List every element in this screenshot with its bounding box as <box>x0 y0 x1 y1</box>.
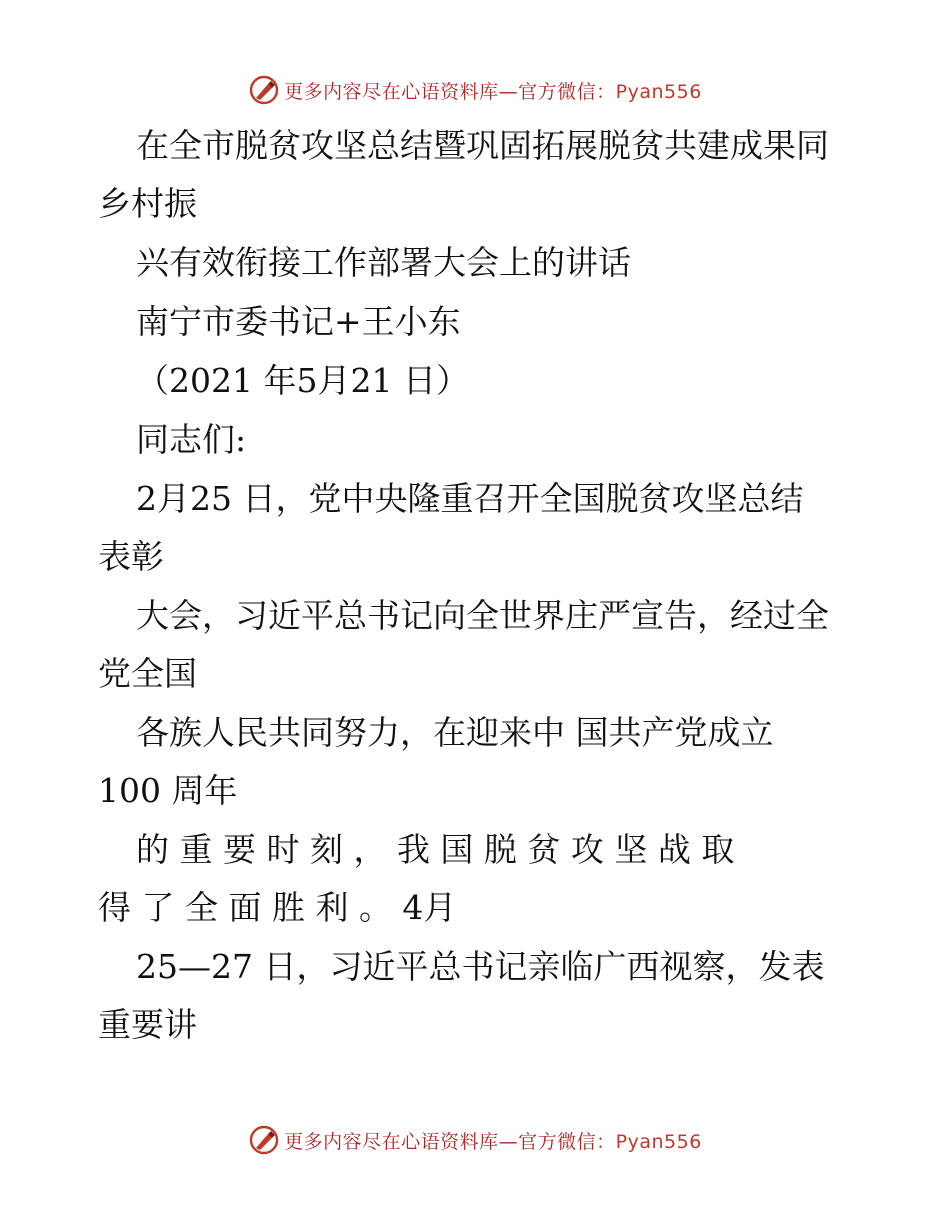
doc-line-title-3: 兴有效衔接工作部署大会上的讲话 <box>136 243 631 282</box>
doc-line-paragraph-5: 各族人民共同努力，在迎来中 国共产党成立 <box>136 713 774 752</box>
doc-line-paragraph-4: 党全国 <box>98 654 197 693</box>
doc-line-paragraph-8: 得 了 全 面 胜 利 。 4月 <box>98 888 457 927</box>
banner-wechat-id: Pyan556 <box>615 80 702 103</box>
banner-wechat-id: Pyan556 <box>615 1130 702 1153</box>
doc-line-date: （2021 年5月21 日） <box>136 361 469 400</box>
banner-site-text: 更多内容尽在心语资料库—官方微信： <box>284 1130 616 1153</box>
banner-text <box>284 1127 702 1154</box>
doc-line-title-1: 在全市脱贫攻坚总结暨巩固拓展脱贫共建成果同 <box>136 126 829 165</box>
doc-line-paragraph-10: 重要讲 <box>98 1005 197 1044</box>
doc-line-paragraph-9: 25—27 日，习近平总书记亲临广西视察，发表 <box>136 947 825 986</box>
doc-line-paragraph-1: 2月25 日，党中央隆重召开全国脱贫攻坚总结 <box>136 479 804 518</box>
footer-banner <box>0 1120 950 1160</box>
pen-logo-icon <box>248 74 280 106</box>
header-banner <box>0 70 950 110</box>
doc-line-title-2: 乡村振 <box>98 184 197 223</box>
doc-line-paragraph-7: 的 重 要 时 刻 ， 我 国 脱 贫 攻 坚 战 取 <box>136 830 735 869</box>
pen-logo-icon <box>248 1124 280 1156</box>
doc-line-paragraph-3: 大会，习近平总书记向全世界庄严宣告，经过全 <box>136 596 829 635</box>
doc-line-paragraph-2: 表彰 <box>98 537 164 576</box>
doc-line-paragraph-6: 100 周年 <box>98 771 238 810</box>
banner-text <box>284 77 702 104</box>
doc-line-salutation: 同志们: <box>136 420 247 459</box>
banner-site-text: 更多内容尽在心语资料库—官方微信： <box>284 80 616 103</box>
doc-line-author: 南宁市委书记+王小东 <box>136 302 461 341</box>
